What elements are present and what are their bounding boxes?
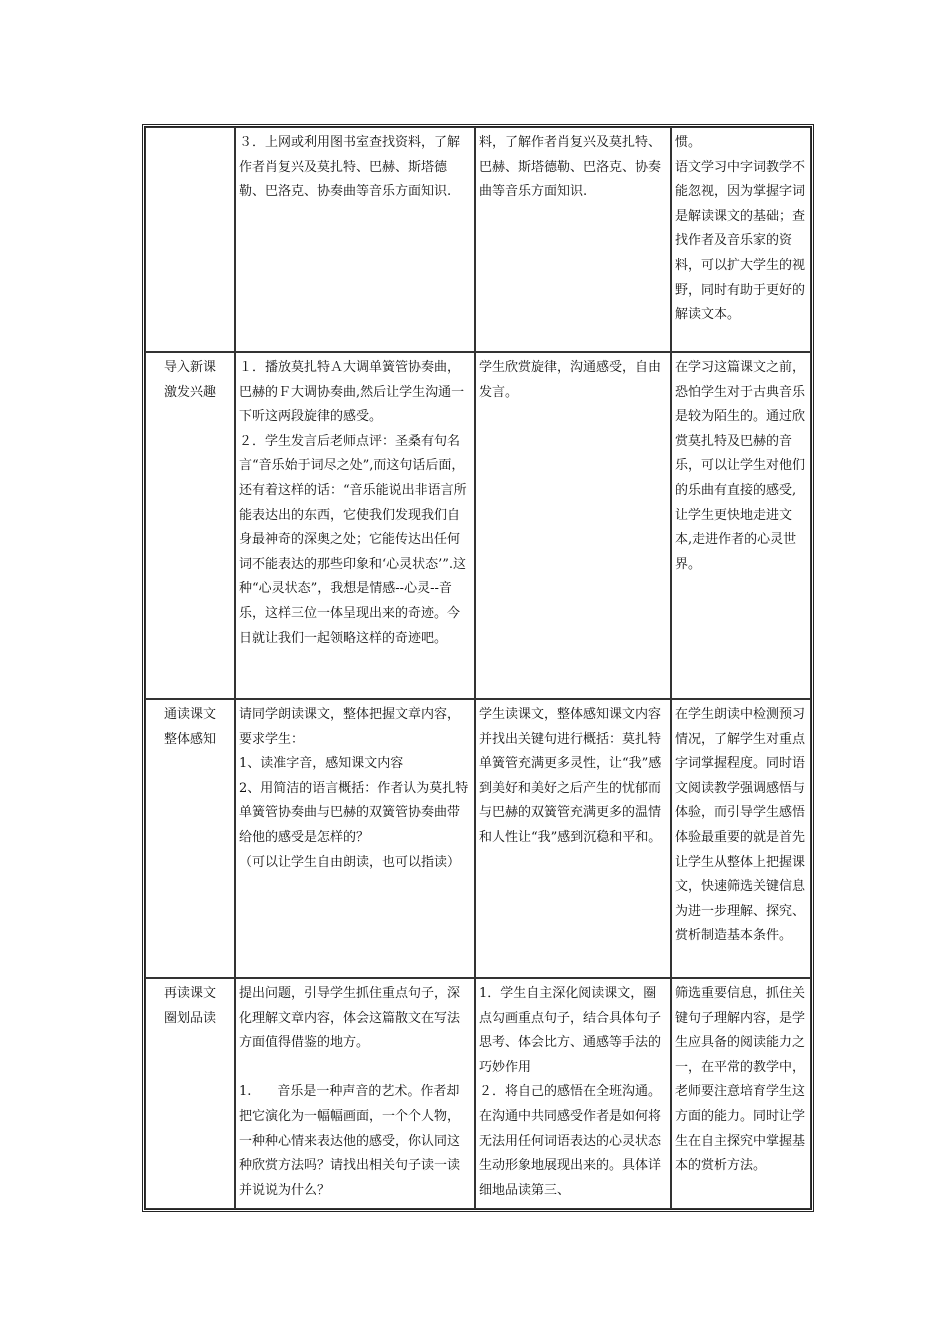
design-intent-cell: 在学习这篇课文之前，恐怕学生对于古典音乐是较为陌生的。通过欣赏莫扎特及巴赫的音乐，可以让学生对他们的乐曲有直接的感受,让学生更快地走进文本,走进作者的心灵世界。	[671, 352, 811, 699]
teacher-activity-cell: １．播放莫扎特Ａ大调单簧管协奏曲，巴赫的Ｆ大调协奏曲,然后让学生沟通一下听这两段旋律的感受。 ２．学生发言后老师点评：圣桑有句名言“音乐始于词尽之处”,而这句话后面，还有着这样的话：“音乐能说出非语言所能表达出的东西，它使我们发现我们自身最神奇的深奥之处；它能传达出任何词不能表达的那些印象和‘心灵状态’”.这种“心灵状态”，我想是情感--心灵--音乐，这样三位一体呈现出来的奇迹。今日就让我们一起领略这样的奇迹吧。	[235, 352, 475, 699]
student-activity-cell: 学生欣赏旋律，沟通感受，自由发言。	[475, 352, 671, 699]
design-intent-cell: 筛选重要信息，抓住关键句子理解内容，是学生应具备的阅读能力之一，在平常的教学中，老师要注意培育学生这方面的能力。同时让学生在自主探究中掌握基本的赏析方法。	[671, 978, 811, 1209]
table-row	[145, 699, 811, 978]
stage-cell: 通读课文 整体感知	[145, 699, 235, 978]
design-intent-cell: 在学生朗读中检测预习情况，了解学生对重点字词掌握程度。同时语文阅读教学强调感悟与体验，而引导学生感悟体验最重要的就是首先让学生从整体上把握课文，快速筛选关键信息为进一步理解、探究、赏析制造基本条件。	[671, 699, 811, 978]
stage-cell	[145, 127, 235, 352]
student-activity-cell: 料，了解作者肖复兴及莫扎特、巴赫、斯塔德勒、巴洛克、协奏曲等音乐方面知识.	[475, 127, 671, 352]
teacher-activity-cell: ３．上网或利用图书室查找资料，了解作者肖复兴及莫扎特、巴赫、斯塔德勒、巴洛克、协奏曲等音乐方面知识.	[235, 127, 475, 352]
table-row	[145, 127, 811, 352]
design-intent-cell: 惯。 语文学习中字词教学不能忽视，因为掌握字词是解读课文的基础；查找作者及音乐家的资料，可以扩大学生的视野，同时有助于更好的解读文本。	[671, 127, 811, 352]
stage-cell: 导入新课 激发兴趣	[145, 352, 235, 699]
teacher-activity-cell: 提出问题，引导学生抓住重点句子，深化理解文章内容，体会这篇散文在写法方面值得借鉴的地方。 1. 音乐是一种声音的艺术。作者却把它演化为一幅幅画面，一个个人物，一种种心情来表达他的感受，你认同这种欣赏方法吗？请找出相关句子读一读并说说为什么？	[235, 978, 475, 1209]
table-row	[145, 352, 811, 699]
student-activity-cell: 学生读课文，整体感知课文内容并找出关键句进行概括：莫扎特单簧管充满更多灵性，让“我”感到美好和美好之后产生的忧郁而与巴赫的双簧管充满更多的温情和人性让“我”感到沉稳和平和。	[475, 699, 671, 978]
teacher-activity-cell: 请同学朗读课文，整体把握文章内容，要求学生： 1、读准字音，感知课文内容 2、用简洁的语言概括：作者认为莫扎特单簧管协奏曲与巴赫的双簧管协奏曲带给他的感受是怎样的？ （可以让学生自由朗读，也可以指读）	[235, 699, 475, 978]
table-row	[145, 978, 811, 1209]
lesson-plan-table	[142, 124, 814, 1212]
stage-cell: 再读课文 圈划品读	[145, 978, 235, 1209]
student-activity-cell: 1．学生自主深化阅读课文，圈点勾画重点句子，结合具体句子思考、体会比方、通感等手法的巧妙作用 ２．将自己的感悟在全班沟通。在沟通中共同感受作者是如何将无法用任何词语表达的心灵状态生动形象地展现出来的。具体详细地品读第三、	[475, 978, 671, 1209]
